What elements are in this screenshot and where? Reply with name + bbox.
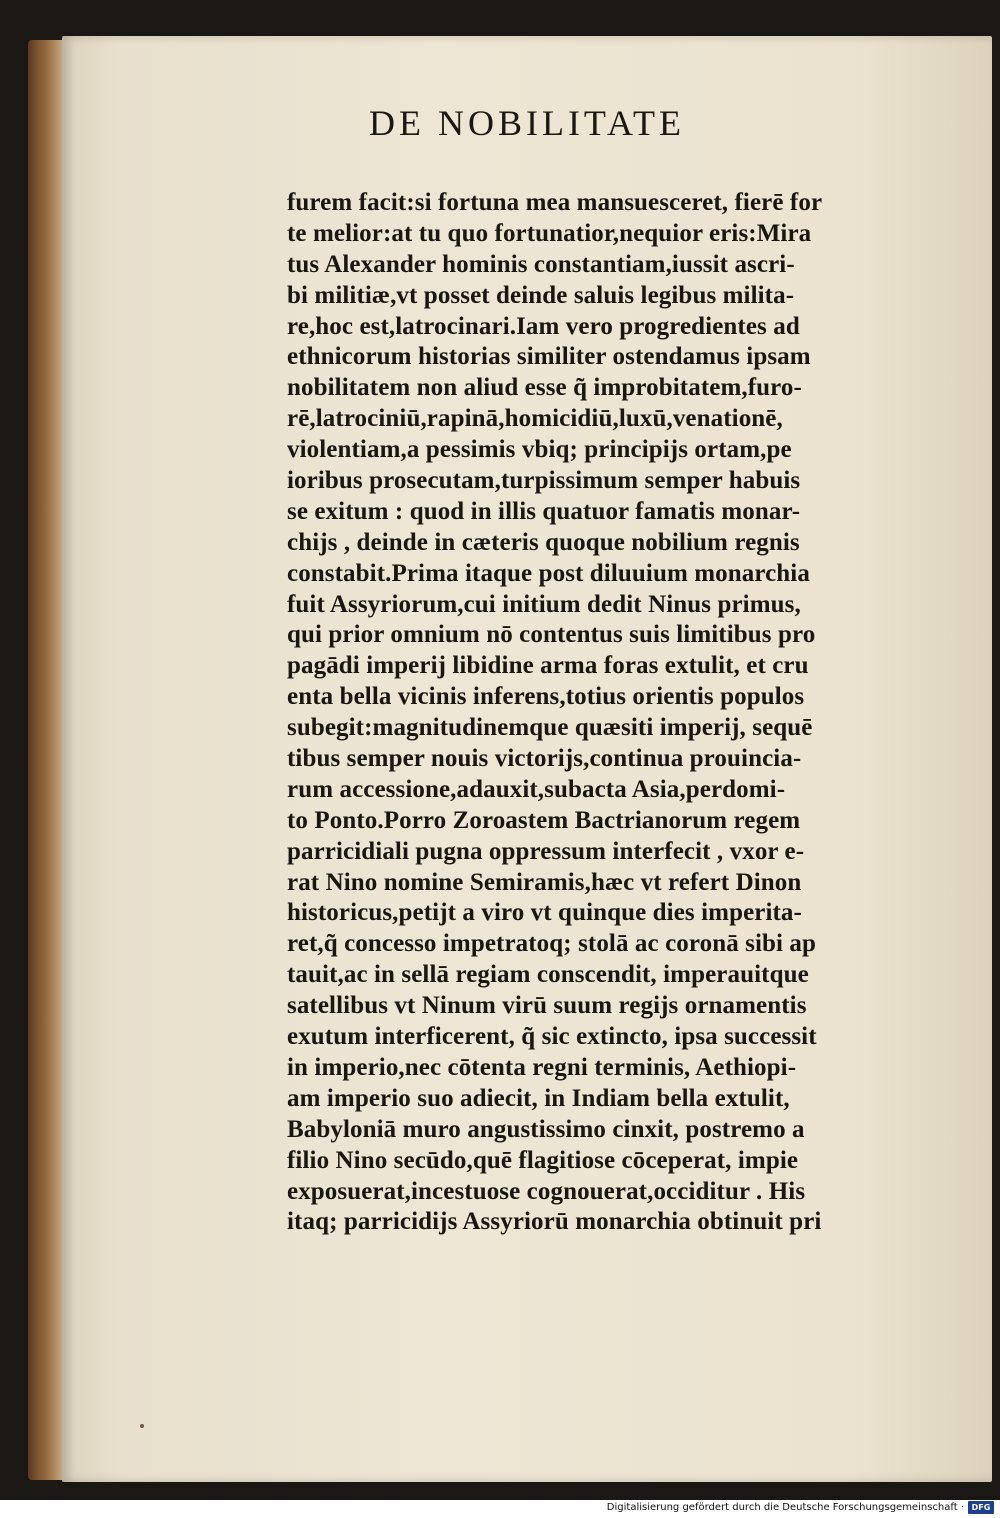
text-line: tibus semper nouis victorijs,continua prouincia-: [287, 745, 802, 773]
text-line: rat Nino nomine Semiramis,hæc vt refert Dinon: [287, 868, 802, 896]
text-line: in imperio,nec cōtenta regni terminis, Aethiopi-: [287, 1053, 797, 1081]
book-page: [62, 36, 992, 1482]
dfg-logo: DFG: [968, 1501, 994, 1514]
text-line: violentiam,a pessimis vbiq; principijs ortam,pe: [287, 436, 792, 464]
text-line: fuit Assyriorum,cui initium dedit Ninus primus,: [287, 590, 801, 618]
text-line: to Ponto.Porro Zoroastem Bactrianorum regem: [287, 806, 801, 834]
text-line: ret,q̃ concesso impetratoq; stolā ac coronā sibi ap: [287, 930, 817, 958]
page-speck: [140, 1424, 144, 1428]
text-line: itaq; parricidijs Assyriorū monarchia obtinuit pri: [287, 1208, 822, 1236]
text-line: ethnicorum historias similiter ostendamus ipsam: [287, 343, 811, 371]
body-text: [287, 188, 957, 1238]
text-line: parricidiali pugna oppressum interfecit , vxor e-: [287, 837, 805, 865]
text-line: exposuerat,incestuose cognouerat,occiditur . His: [287, 1177, 806, 1205]
text-line: am imperio suo adiecit, in Indiam bella extulit,: [287, 1084, 790, 1112]
text-line: satellibus vt Ninum virū suum regijs ornamentis: [287, 992, 807, 1020]
text-line: chijs , deinde in cæteris quoque nobilium regnis: [287, 528, 800, 556]
text-line: se exitum : quod in illis quatuor famatis monar-: [287, 497, 801, 525]
text-line: nobilitatem non aliud esse q̃ improbitatem,furo-: [287, 374, 802, 402]
text-line: pagādi imperij libidine arma foras extulit, et cru: [287, 652, 809, 680]
text-line: subegit:magnitudinemque quæsiti imperij, sequē: [287, 714, 813, 742]
text-line: tauit,ac in sellā regiam conscendit, imperauitque: [287, 961, 809, 989]
book-page-edges: [28, 40, 64, 1480]
running-head: DE NOBILITATE: [368, 103, 686, 143]
text-line: tus Alexander hominis constantiam,iussit ascri-: [287, 250, 795, 278]
text-line: Babyloniā muro angustissimo cinxit, postremo a: [287, 1115, 805, 1143]
text-line: filio Nino secūdo,quē flagitiose cōceperat, impie: [287, 1146, 799, 1174]
text-line: furem facit:si fortuna mea mansuesceret, fierē for: [287, 189, 823, 216]
text-line: rum accessione,adauxit,subacta Asia,perdomi-: [287, 775, 786, 803]
text-line: re,hoc est,latrocinari.Iam vero progredientes ad: [287, 312, 800, 340]
text-line: enta bella vicinis inferens,totius orientis populos: [287, 683, 805, 711]
text-line: constabit.Prima itaque post diluuium monarchia: [287, 559, 810, 587]
text-line: rē,latrociniū,rapinā,homicidiū,luxū,venationē,: [287, 405, 783, 433]
funding-credit: Digitalisierung gefördert durch die Deutsche Forschungsgemeinschaft ·: [606, 1502, 964, 1513]
text-line: historicus,petijt a viro vt quinque dies imperita-: [287, 899, 802, 927]
text-line: ioribus prosecutam,turpissimum semper habuis: [287, 467, 801, 495]
text-line: te melior:at tu quo fortunatior,nequior eris:Mira: [287, 219, 812, 247]
text-line: qui prior omnium nō contentus suis limitibus pro: [287, 621, 816, 649]
text-line: exutum interficerent, q̃ sic extincto, ipsa successit: [287, 1023, 817, 1051]
text-line: bi militiæ,vt posset deinde saluis legibus milita-: [287, 281, 795, 309]
